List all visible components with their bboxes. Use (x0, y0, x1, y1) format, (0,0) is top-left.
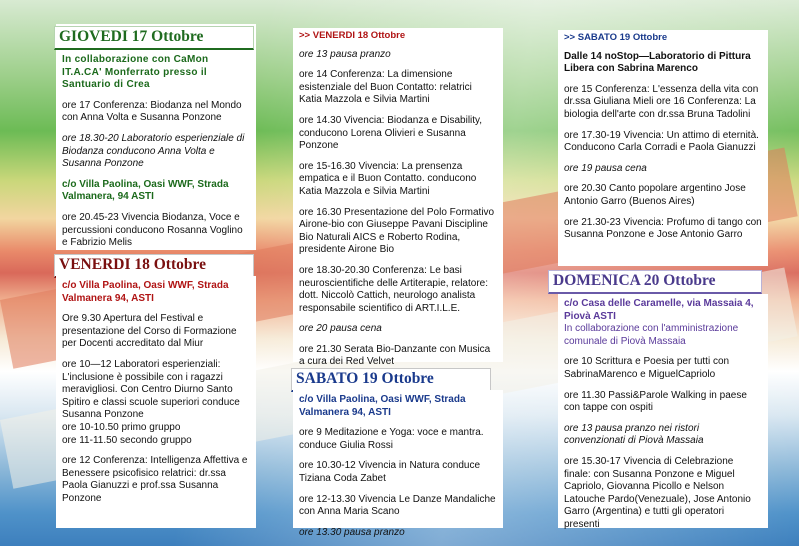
giovedi-item-2: ore 18.30-20 Laboratorio esperienziale di Biodanza conducono Anna Volta e Susanna Ponzone (62, 132, 245, 170)
giovedi-item-3: ore 20.45-23 Vivencia Biodanza, Voce e percussioni conducono Rosanna Voglino e Fabrizio Melis (62, 211, 243, 249)
venerdi2-item-4: ore 16.30 Presentazione del Polo Formativo Airone-bio con Giuseppe Pavani Discipline Bio Naturali AICS e Roberto Rodina, presidente Airone Bio (299, 206, 495, 256)
venerdi-location: c/o Villa Paolina, Oasi WWF, Strada Valmanera 94, ASTI (62, 280, 229, 304)
sabato-continued-header: >> SABATO 19 Ottobre (564, 32, 668, 43)
sabato-box (293, 390, 503, 538)
venerdi2-item-3: ore 15-16.30 Vivencia: La prensenza empatica e il Buon Contatto. conducono Katia Mazzola e Silvia Martini (299, 160, 477, 197)
header-domenica: DOMENICA 20 Ottobre (548, 270, 762, 294)
venerdi2-item-0: ore 13 pausa pranzo (299, 48, 391, 60)
venerdi-item-1: Ore 9.30 Apertura del Festival e presentazione del Corso di Formazione per Docenti accreditato dal Miur (62, 313, 237, 350)
venerdi2-item-1: ore 14 Conferenza: La dimensione esistenziale del Buon Contatto: relatrici Katia Mazzola e Silvia Martini (299, 69, 472, 106)
domenica-item-4: ore 15.30-17 Vivencia di Celebrazione finale: con Susanna Ponzone e Miguel Capriolo, Giovanna Picollo e Nelson Latouche Pardo(Venezuale), Jose Antonio Garro (Argentina) e tutti gli operatori presenti (564, 455, 751, 530)
domenica-item-2: ore 11.30 Passi&Parole Walking in paese con tappe con ospiti (564, 389, 747, 414)
sabato-item-2: ore 10.30-12 Vivencia in Natura conduce Tiziana Coda Zabet (299, 460, 481, 484)
sabato3-item-5: ore 21.30-23 Vivencia: Profumo di tango con Susanna Ponzone e Jose Antonio Garro (564, 216, 762, 241)
venerdi2-item-5: ore 18.30-20.30 Conferenza: Le basi neuroscientifiche delle Artiterapie, relatore: dott. Niccolò Cattich, neurologo analista responsabile scientifico di ART.I.L.E. (299, 264, 488, 314)
venerdi-item-3: ore 10-10.50 primo gruppo (62, 421, 181, 433)
header-sabato: SABATO 19 Ottobre (291, 368, 491, 392)
venerdi2-item-2: ore 14.30 Vivencia: Biodanza e Disability, conducono Lorena Olivieri e Susanna Ponzone (299, 114, 483, 152)
domenica-note: In collaborazione con l'amministrazione comunale di Piovà Massaia (564, 323, 739, 347)
column-2 (293, 28, 503, 368)
domenica-box (558, 294, 768, 528)
giovedi-item-1: ore 17 Conferenza: Biodanza nel Mondo con Anna Volta e Susanna Ponzone (62, 99, 242, 124)
venerdi-continued-header: >> VENERDI 18 Ottobre (299, 30, 406, 41)
venerdi-item-5: ore 12 Conferenza: Intelligenza Affettiva e Benessere psicofisico relatrici: dr.ssa Paola Gianuzzi e prof.ssa Susanna Ponzone (62, 455, 248, 504)
sabato-item-1: ore 9 Meditazione e Yoga: voce e mantra. conduce Giulia Rossi (299, 427, 484, 451)
sabato3-item-2: ore 17.30-19 Vivencia: Un attimo di eternità. Conducono Carla Corradi e Paola Gianuzzi (564, 129, 759, 154)
giovedi-location-2: c/o Villa Paolina, Oasi WWF, Strada Valmanera, 94 ASTI (62, 178, 229, 203)
sabato-item-4: ore 13.30 pausa pranzo (299, 526, 405, 538)
domenica-location: c/o Casa delle Caramelle, via Massaia 4, Piovà ASTI (564, 298, 754, 322)
header-giovedi: GIOVEDI 17 Ottobre (54, 26, 254, 50)
sabato-item-3: ore 12-13.30 Vivencia Le Danze Mandaliche con Anna Maria Scano (299, 493, 496, 518)
venerdi2-item-6: ore 20 pausa cena (299, 323, 382, 335)
header-venerdi: VENERDI 18 Ottobre (54, 254, 254, 278)
sabato3-item-4: ore 20.30 Canto popolare argentino Jose Antonio Garro (Buenos Aires) (564, 183, 746, 207)
domenica-item-1: ore 10 Scrittura e Poesia per tutti con SabrinaMarenco e MiguelCapriolo (564, 356, 730, 380)
giovedi-location: In collaborazione con CaMon IT.A.CA' Monferrato presso il Santuario di Crea (62, 54, 209, 91)
sabato3-item-1: ore 15 Conferenza: L'essenza della vita con dr.ssa Giuliana Mieli ore 16 Conferenza: La biologia dell'arte con dr.ssa Bruna Tadolini (564, 83, 759, 120)
venerdi-box (56, 276, 256, 528)
sabato3-item-3: ore 19 pausa cena (564, 162, 647, 174)
sabato3-item-0: Dalle 14 noStop—Laboratorio di Pittura Libera con Sabrina Marenco (564, 50, 751, 75)
venerdi2-item-7: ore 21.30 Serata Bio-Danzante con Musica a cura dei Red Velvet (299, 343, 491, 368)
domenica-item-3: ore 13 pausa pranzo nei ristori convenzionati di Piovà Massaia (564, 422, 704, 447)
giovedi-box (56, 50, 256, 250)
column-3 (558, 30, 768, 266)
venerdi-item-2: ore 10—12 Laboratori esperienziali: L'inclusione è possibile con i ragazzi meravigliosi. Con Centro Diurno Santo Spitiro e classi scuole superiori conduce Susanna Ponzone (62, 358, 240, 421)
sabato-location: c/o Villa Paolina, Oasi WWF, Strada Valmanera 94, ASTI (299, 394, 466, 418)
venerdi-item-4: ore 11-11.50 secondo gruppo (62, 434, 192, 446)
